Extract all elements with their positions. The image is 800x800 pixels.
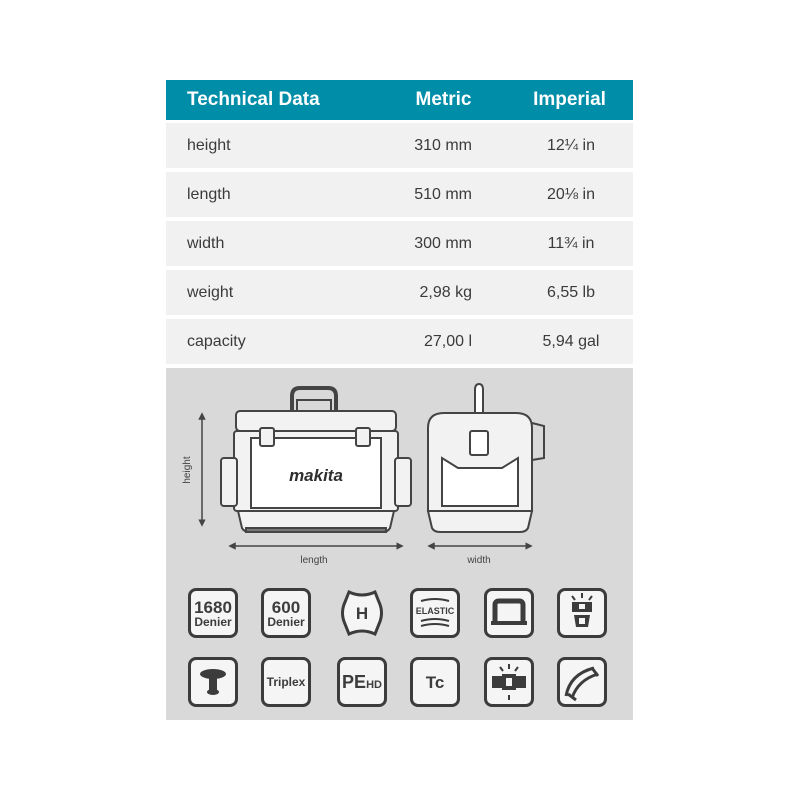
row-metric: 27,00 l (423, 333, 472, 350)
row-imperial: 12¼ in (546, 137, 596, 154)
buckle-light-icon (557, 588, 607, 638)
row-label: height (187, 137, 231, 154)
row-metric: 310 mm (414, 137, 472, 154)
length-label: length (300, 555, 328, 566)
table-header (166, 80, 633, 120)
technical-data-table (166, 80, 633, 364)
row-imperial: 20⅛ in (546, 186, 596, 203)
row-imperial: 6,55 lb (546, 284, 596, 301)
triplex-badge (261, 657, 311, 707)
tc-badge (410, 657, 460, 707)
pehd-badge (337, 657, 387, 707)
row-imperial: 5,94 gal (542, 333, 600, 350)
pehd-sub: HD (366, 678, 382, 691)
table-row (166, 270, 633, 315)
pehd-main: PE (342, 671, 367, 692)
row-label: width (187, 235, 225, 252)
row-label: weight (187, 284, 234, 301)
denier-1680-unit: Denier (194, 614, 232, 629)
row-metric: 2,98 kg (419, 284, 472, 301)
table-row (166, 123, 633, 168)
reflective-buckle-icon (484, 657, 534, 707)
triplex-text: Triplex (266, 675, 306, 689)
table-row (166, 172, 633, 217)
denier-600-number: 600 (271, 597, 301, 617)
denier-1680-badge (188, 588, 238, 638)
feature-panel (166, 368, 633, 720)
table-row (166, 221, 633, 266)
row-metric: 300 mm (414, 235, 472, 252)
elastic-text: ELASTIC (415, 605, 455, 616)
denier-1680-number: 1680 (194, 597, 232, 617)
elastic-icon (410, 588, 460, 638)
header-metric: Metric (415, 89, 472, 110)
tc-text: Tc (425, 672, 445, 692)
header-technical-data: Technical Data (187, 89, 320, 110)
leather-letter: H (355, 603, 369, 623)
row-label: length (187, 186, 231, 203)
shoulder-strap-icon (557, 657, 607, 707)
handle-icon (484, 588, 534, 638)
bag-front-view (221, 388, 411, 532)
row-label: capacity (187, 333, 246, 350)
height-label: height (182, 456, 193, 484)
leather-icon (337, 588, 387, 638)
width-label: width (467, 555, 491, 566)
header-imperial: Imperial (533, 89, 606, 110)
foot-icon (188, 657, 238, 707)
row-metric: 510 mm (414, 186, 472, 203)
denier-600-unit: Denier (267, 614, 305, 629)
bag-side-view (428, 384, 544, 532)
row-imperial: 11¾ in (547, 235, 595, 252)
denier-600-badge (261, 588, 311, 638)
table-row (166, 319, 633, 364)
brand-logo: makita (289, 466, 343, 485)
